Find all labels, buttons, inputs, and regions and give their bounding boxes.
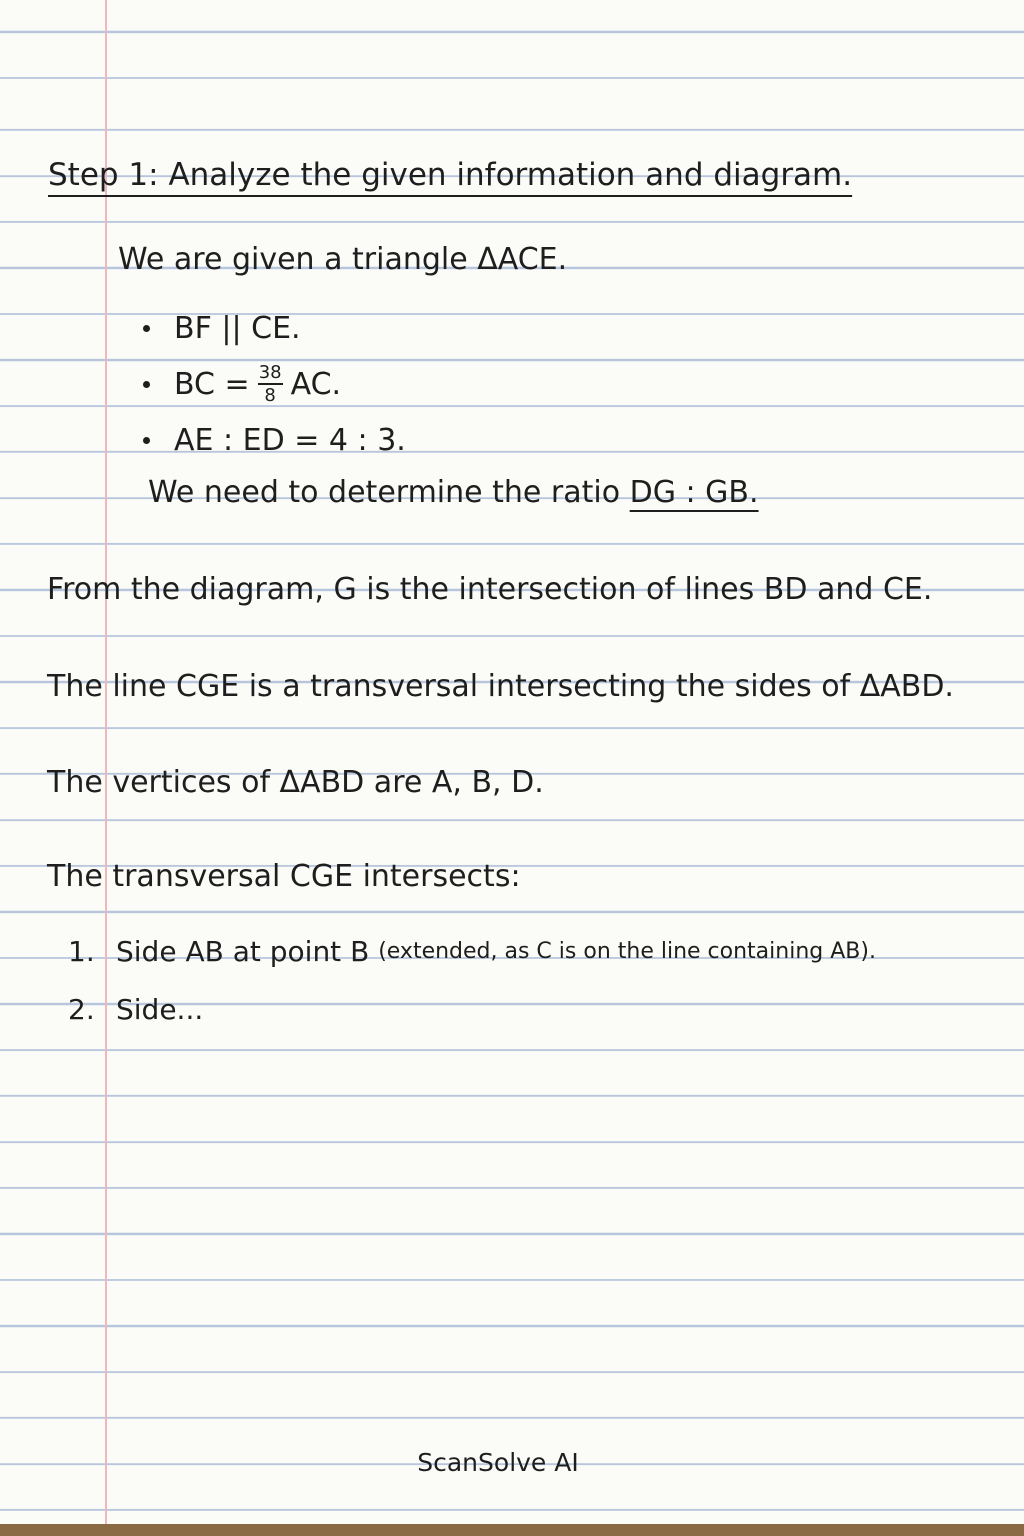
given-list [143, 300, 406, 468]
given-item-text: BF || CE. [174, 310, 301, 346]
list-item [68, 922, 876, 980]
goal-target: DG : GB. [629, 475, 759, 510]
given-item [143, 300, 406, 356]
list-item-note: (extended, as C is on the line containing AB). [378, 938, 876, 964]
list-marker: 2. [68, 992, 95, 1026]
reasoning-line: The line CGE is a transversal intersecting the sides of ΔABD. [47, 669, 954, 704]
given-item [143, 412, 406, 468]
list-item-text: Side AB at point B [116, 934, 370, 968]
desk-surface [0, 1524, 1024, 1536]
goal-text: We need to determine the ratio [148, 475, 621, 510]
fraction-denominator: 8 [264, 384, 276, 406]
fraction [258, 361, 283, 406]
reasoning-line: From the diagram, G is the intersection of lines BD and CE. [47, 572, 933, 607]
intersection-list [68, 922, 876, 1038]
list-item [68, 980, 876, 1038]
given-item [143, 356, 406, 412]
margin-line [105, 0, 107, 1524]
given-item-text: AE : ED = 4 : 3. [174, 422, 406, 458]
given-intro: We are given a triangle ΔACE. [118, 242, 568, 277]
step-heading: Step 1: Analyze the given information and diagram. [48, 157, 853, 193]
reasoning-line: The vertices of ΔABD are A, B, D. [47, 765, 544, 800]
bullet-icon [143, 381, 150, 388]
bullet-icon [143, 325, 150, 332]
list-item-text: Side... [116, 992, 204, 1026]
bullet-icon [143, 437, 150, 444]
given-item-right: AC. [290, 366, 342, 402]
given-item-left: BC = [174, 366, 250, 402]
reasoning-line: The transversal CGE intersects: [47, 859, 521, 894]
list-marker: 1. [68, 934, 95, 968]
brand-footer: ScanSolve AI [417, 1448, 579, 1477]
goal-statement [148, 475, 759, 510]
fraction-numerator: 38 [258, 361, 282, 383]
